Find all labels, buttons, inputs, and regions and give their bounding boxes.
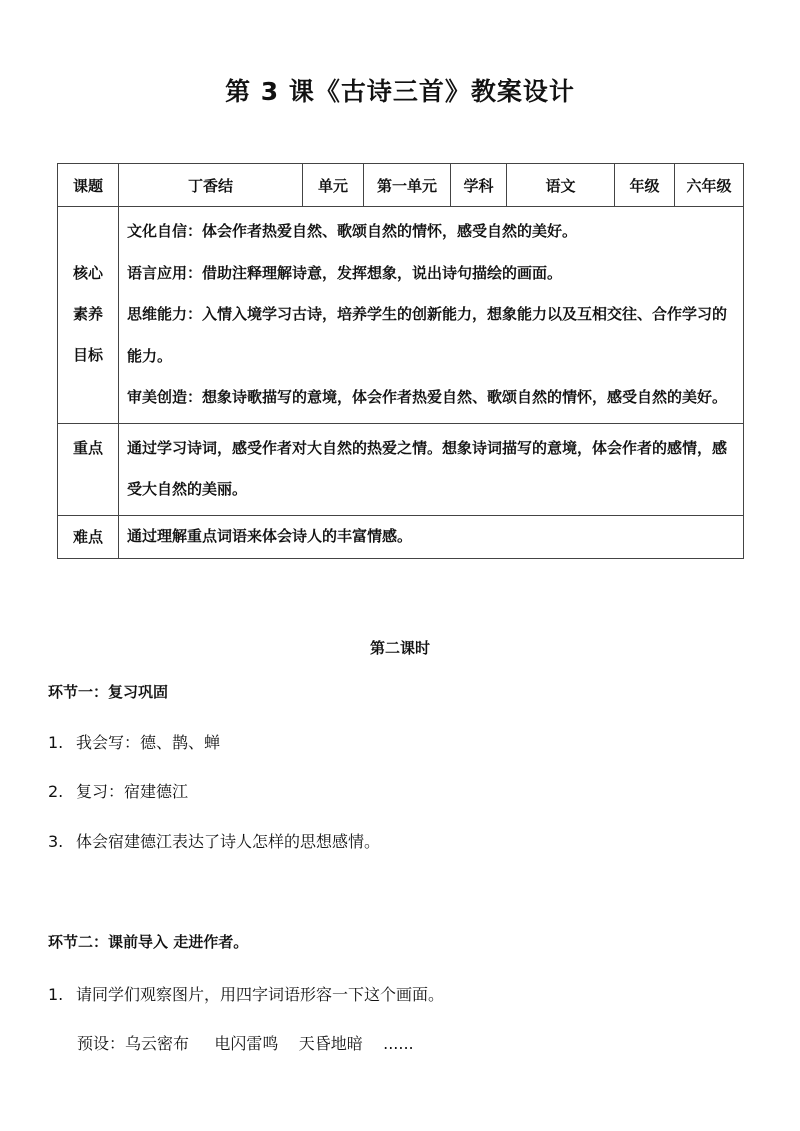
key-points-label: 重点 bbox=[58, 423, 119, 515]
list-item-text: 我会写：德、鹊、蝉 bbox=[76, 733, 221, 752]
key-points-row bbox=[58, 423, 744, 515]
core-goal-item: 文化自信：体会作者热爱自然、歌颂自然的情怀，感受自然的美好。 bbox=[127, 222, 578, 240]
grade-value: 六年级 bbox=[675, 164, 744, 207]
list-item bbox=[48, 779, 188, 802]
lesson-info-table bbox=[57, 163, 744, 559]
key-points-content: 通过学习诗词，感受作者对大自然的热爱之情。想象诗词描写的意境，体会作者的感情，感受大自然的美丽。 bbox=[119, 423, 744, 515]
step1-heading: 环节一：复习巩固 bbox=[48, 683, 169, 701]
list-item-number: 3. bbox=[48, 832, 64, 851]
list-item-text: 体会宿建德江表达了诗人怎样的思想感情。 bbox=[76, 832, 381, 851]
core-goals-row bbox=[58, 207, 744, 424]
section-title: 第二课时 bbox=[369, 639, 430, 657]
core-goal-item: 思维能力：入情入境学习古诗，培养学生的创新能力，想象能力以及互相交往、合作学习的能力。 bbox=[127, 305, 728, 365]
subject-label: 学科 bbox=[451, 164, 507, 207]
list-item-number: 1. bbox=[48, 985, 64, 1004]
topic-value: 丁香结 bbox=[119, 164, 303, 207]
topic-label: 课题 bbox=[58, 164, 119, 207]
core-goals-label-line: 目标 bbox=[72, 346, 103, 365]
list-item bbox=[48, 982, 444, 1005]
list-item-number: 1. bbox=[48, 733, 64, 752]
preset-answers: 预设：乌云密布 电闪雷鸣 天昏地暗 ...... bbox=[77, 1034, 414, 1053]
subject-value: 语文 bbox=[507, 164, 615, 207]
core-goals-content bbox=[119, 207, 744, 424]
difficulty-row bbox=[58, 515, 744, 558]
difficulty-label: 难点 bbox=[58, 515, 119, 558]
list-item bbox=[48, 730, 220, 753]
list-item-text: 请同学们观察图片，用四字词语形容一下这个画面。 bbox=[76, 985, 445, 1004]
document-title: 第 3 课《古诗三首》教案设计 bbox=[225, 77, 575, 106]
list-item-text: 复习：宿建德江 bbox=[76, 782, 189, 801]
core-goals-label-line: 核心 bbox=[72, 264, 103, 283]
unit-value: 第一单元 bbox=[364, 164, 451, 207]
unit-label: 单元 bbox=[303, 164, 364, 207]
core-goal-item: 语言应用：借助注释理解诗意，发挥想象，说出诗句描绘的画面。 bbox=[127, 263, 563, 282]
list-item-number: 2. bbox=[48, 782, 64, 801]
core-goal-item: 审美创造：想象诗歌描写的意境，体会作者热爱自然、歌颂自然的情怀，感受自然的美好。 bbox=[127, 388, 728, 406]
core-goals-label-line: 素养 bbox=[72, 305, 103, 324]
step2-heading: 环节二：课前导入 走进作者。 bbox=[48, 933, 249, 951]
table-header-row bbox=[58, 164, 744, 207]
grade-label: 年级 bbox=[615, 164, 675, 207]
difficulty-content: 通过理解重点词语来体会诗人的丰富情感。 bbox=[119, 515, 744, 558]
core-goals-label bbox=[58, 207, 119, 424]
list-item bbox=[48, 829, 380, 852]
